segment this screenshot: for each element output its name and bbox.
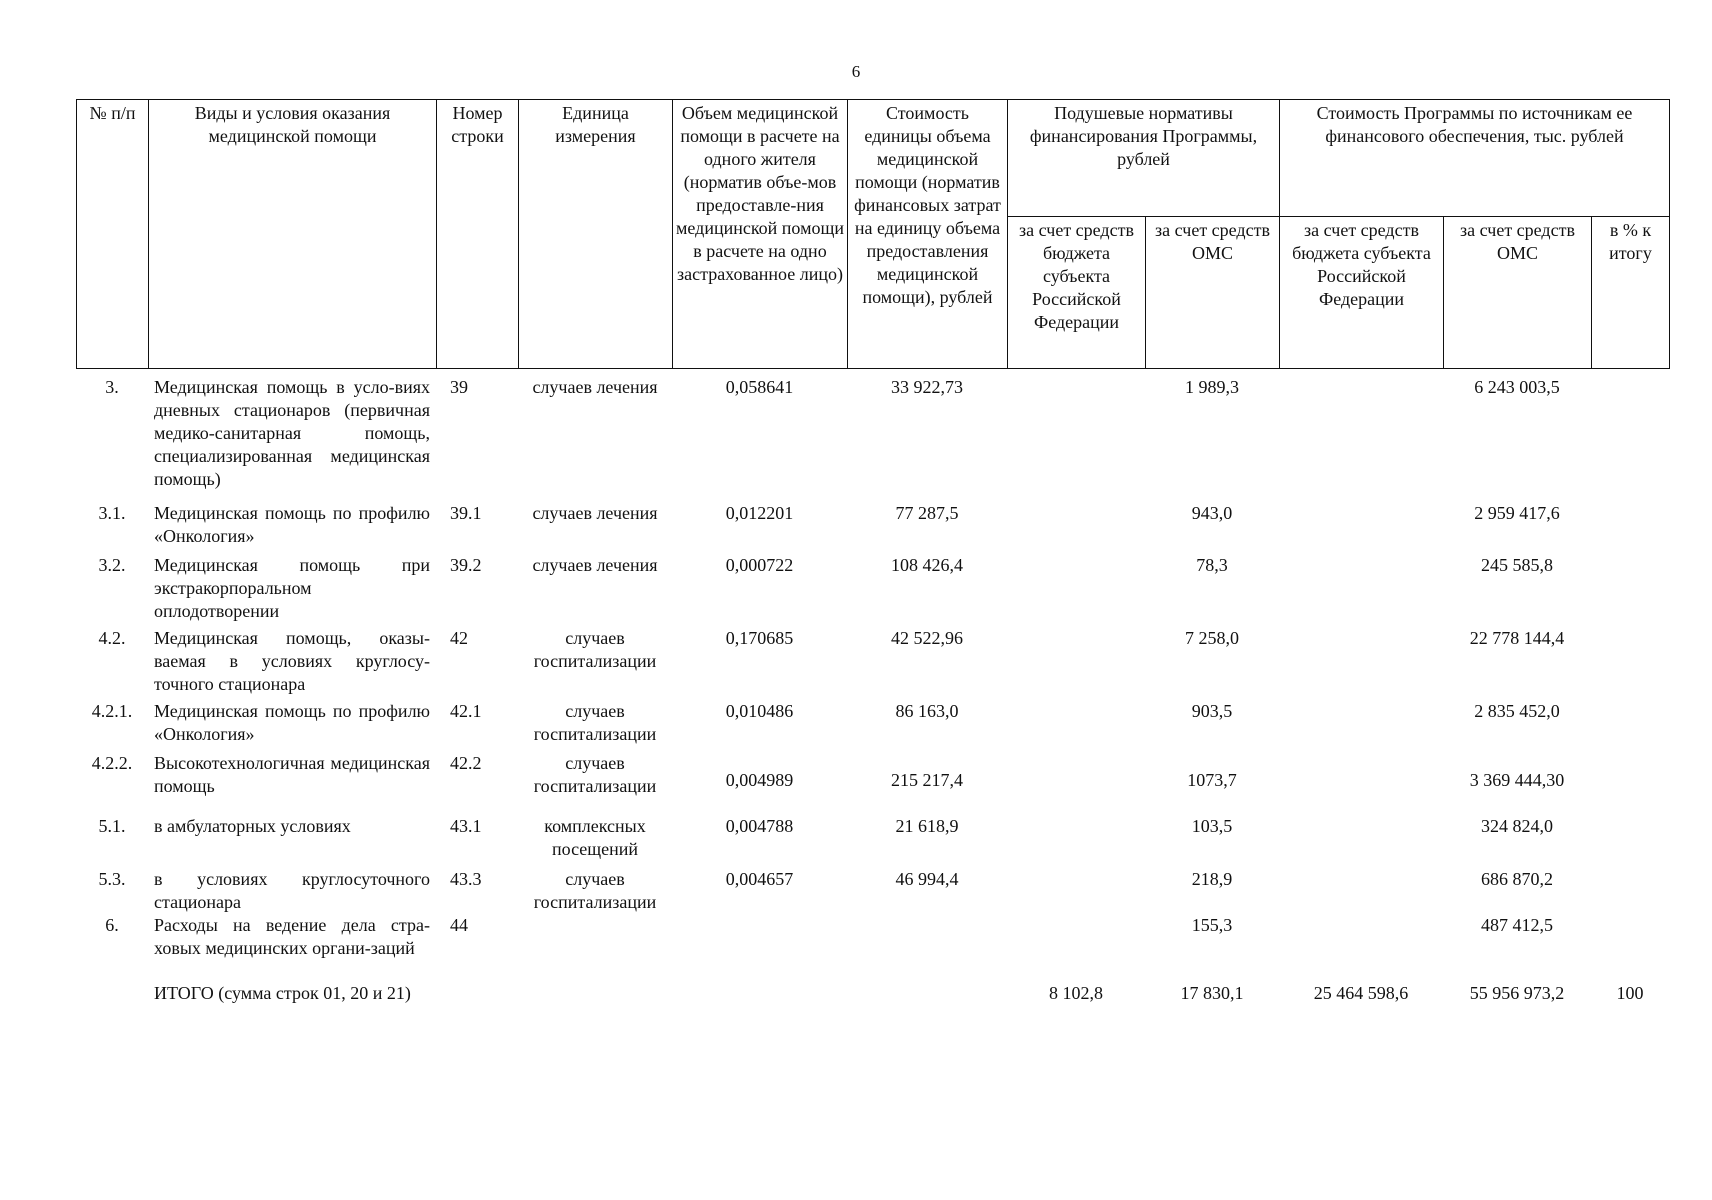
row-num bbox=[76, 982, 148, 1028]
row-pr-budget bbox=[1279, 700, 1443, 752]
row-pc-oms: 1073,7 bbox=[1187, 770, 1237, 790]
row-unit: случаев лечения bbox=[532, 555, 658, 575]
row-pr-budget bbox=[1279, 554, 1443, 627]
row-pc-oms: 17 830,1 bbox=[1180, 983, 1244, 1003]
row-line: 42.2 bbox=[450, 753, 482, 773]
row-line: 39.2 bbox=[450, 555, 482, 575]
row-pr-budget bbox=[1279, 502, 1443, 554]
row-pct: 100 bbox=[1616, 983, 1644, 1003]
row-line: 43.3 bbox=[450, 869, 482, 889]
row-name: Высокотехнологичная медицинская помощь bbox=[154, 753, 430, 796]
row-num: 4.2. bbox=[98, 628, 126, 648]
row-pr-budget bbox=[1279, 815, 1443, 868]
row-pr-oms: 6 243 003,5 bbox=[1474, 377, 1560, 397]
row-pr-oms: 22 778 144,4 bbox=[1469, 628, 1565, 648]
row-unit: случаев лечения bbox=[532, 503, 658, 523]
table-header bbox=[76, 99, 1670, 369]
row-pc-budget bbox=[1007, 752, 1145, 815]
row-line: 42 bbox=[450, 628, 468, 648]
row-num: 3. bbox=[105, 377, 119, 397]
header-program-group: Стоимость Программы по источникам ее финансового обеспечения, тыс. рублей bbox=[1280, 100, 1670, 217]
row-pc-budget bbox=[1007, 376, 1145, 502]
row-name: ИТОГО (сумма строк 01, 20 и 21) bbox=[154, 983, 411, 1003]
row-pr-budget bbox=[1279, 868, 1443, 914]
row-cost bbox=[847, 914, 1007, 982]
row-line: 39.1 bbox=[450, 503, 482, 523]
row-num: 4.2.1. bbox=[91, 701, 133, 721]
table-row bbox=[76, 815, 1669, 868]
row-num: 4.2.2. bbox=[91, 753, 133, 773]
header-pr-budget: за счет средств бюджета субъекта Российской Федерации bbox=[1280, 217, 1444, 369]
row-pr-oms: 686 870,2 bbox=[1481, 869, 1553, 889]
row-volume: 0,004788 bbox=[725, 816, 794, 836]
table-row bbox=[76, 982, 1669, 1028]
table-row bbox=[76, 752, 1669, 815]
table-row bbox=[76, 868, 1669, 914]
header-cost: Стоимость единицы объема медицинской помощи (норматив финансовых затрат на единицу объема предоставления медицинской помощи), рублей bbox=[848, 100, 1008, 369]
header-pc-budget: за счет средств бюджета субъекта Российской Федерации bbox=[1008, 217, 1146, 369]
row-pc-budget: 8 102,8 bbox=[1049, 983, 1103, 1003]
row-pr-budget: 25 464 598,6 bbox=[1313, 983, 1409, 1003]
row-name: в амбулаторных условиях bbox=[154, 816, 351, 836]
header-kind: Виды и условия оказания медицинской помощи bbox=[149, 100, 437, 369]
row-pr-oms: 245 585,8 bbox=[1481, 555, 1553, 575]
header-percapita-group: Подушевые нормативы финансирования Программы, рублей bbox=[1008, 100, 1280, 217]
row-name: Расходы на ведение дела стра-ховых медицинских органи-заций bbox=[154, 915, 430, 958]
table-row bbox=[76, 502, 1669, 554]
header-line: Номер строки bbox=[437, 100, 519, 369]
row-name: в условиях круглосуточного стационара bbox=[154, 869, 430, 912]
row-volume: 0,058641 bbox=[725, 377, 794, 397]
row-pct bbox=[1591, 815, 1669, 868]
row-pct bbox=[1591, 700, 1669, 752]
table-row bbox=[76, 376, 1669, 502]
row-num: 3.1. bbox=[98, 503, 126, 523]
table-row bbox=[76, 627, 1669, 700]
row-unit: случаев лечения bbox=[532, 377, 658, 397]
row-name: Медицинская помощь, оказы-ваемая в условиях круглосу-точного стационара bbox=[154, 628, 430, 694]
row-unit: случаев госпитализации bbox=[533, 701, 657, 744]
row-line: 42.1 bbox=[450, 701, 482, 721]
row-volume bbox=[672, 914, 847, 982]
row-pc-budget bbox=[1007, 502, 1145, 554]
row-cost: 46 994,4 bbox=[895, 869, 959, 889]
row-line bbox=[436, 982, 518, 1028]
row-pr-oms: 3 369 444,30 bbox=[1469, 770, 1565, 790]
table-row bbox=[76, 700, 1669, 752]
row-pc-budget bbox=[1007, 868, 1145, 914]
row-name: Медицинская помощь по профилю «Онкология» bbox=[154, 503, 430, 546]
row-pr-budget bbox=[1279, 376, 1443, 502]
row-pr-oms: 487 412,5 bbox=[1481, 915, 1553, 935]
row-pc-oms: 7 258,0 bbox=[1185, 628, 1239, 648]
row-unit: случаев госпитализации bbox=[533, 869, 657, 912]
row-cost: 42 522,96 bbox=[891, 628, 963, 648]
row-pc-oms: 103,5 bbox=[1191, 816, 1233, 836]
row-pc-oms: 1 989,3 bbox=[1185, 377, 1239, 397]
row-unit: комплексных посещений bbox=[544, 816, 646, 859]
row-volume: 0,004989 bbox=[725, 770, 794, 790]
row-pr-budget bbox=[1279, 752, 1443, 815]
row-pc-oms: 78,3 bbox=[1196, 555, 1228, 575]
row-name: Медицинская помощь при экстракорпоральном оплодотворении bbox=[154, 555, 430, 621]
row-pr-budget bbox=[1279, 627, 1443, 700]
row-pc-oms: 218,9 bbox=[1191, 869, 1233, 889]
row-unit: случаев госпитализации bbox=[533, 628, 657, 671]
row-num: 5.3. bbox=[98, 869, 126, 889]
row-unit bbox=[518, 914, 672, 982]
row-pct bbox=[1591, 914, 1669, 982]
row-volume: 0,010486 bbox=[725, 701, 794, 721]
row-pct bbox=[1591, 376, 1669, 502]
row-pr-budget bbox=[1279, 914, 1443, 982]
row-pc-oms: 155,3 bbox=[1191, 915, 1233, 935]
row-volume: 0,004657 bbox=[725, 869, 794, 889]
row-num: 6. bbox=[105, 915, 119, 935]
row-pct bbox=[1591, 502, 1669, 554]
row-unit: случаев госпитализации bbox=[533, 753, 657, 796]
row-pr-oms: 55 956 973,2 bbox=[1469, 983, 1565, 1003]
row-pr-oms: 324 824,0 bbox=[1481, 816, 1553, 836]
header-pr-oms: за счет средств ОМС bbox=[1444, 217, 1592, 369]
row-pct bbox=[1591, 627, 1669, 700]
row-pc-budget bbox=[1007, 815, 1145, 868]
row-name: Медицинская помощь по профилю «Онкология» bbox=[154, 701, 430, 744]
row-volume: 0,000722 bbox=[725, 555, 794, 575]
row-pct bbox=[1591, 752, 1669, 815]
header-num: № п/п bbox=[77, 100, 149, 369]
row-line: 39 bbox=[450, 377, 468, 397]
row-pct bbox=[1591, 554, 1669, 627]
row-cost: 86 163,0 bbox=[895, 701, 959, 721]
header-pr-pct: в % к итогу bbox=[1592, 217, 1670, 369]
row-line: 44 bbox=[450, 915, 468, 935]
page-number: 6 bbox=[851, 62, 861, 81]
header-pc-oms: за счет средств ОМС bbox=[1146, 217, 1280, 369]
row-volume: 0,012201 bbox=[725, 503, 794, 523]
row-num: 5.1. bbox=[98, 816, 126, 836]
header-unit: Единица измерения bbox=[519, 100, 673, 369]
row-pc-budget bbox=[1007, 700, 1145, 752]
row-unit bbox=[518, 982, 672, 1028]
row-num: 3.2. bbox=[98, 555, 126, 575]
row-volume bbox=[672, 982, 847, 1028]
row-name: Медицинская помощь в усло-виях дневных стационаров (первичная медико-санитарная помощь, специализированная медицинская помощь) bbox=[154, 377, 430, 489]
row-cost: 21 618,9 bbox=[895, 816, 959, 836]
table-body bbox=[76, 376, 1669, 1028]
row-pc-budget bbox=[1007, 914, 1145, 982]
header-volume: Объем медицинской помощи в расчете на одного жителя (норматив объе-мов предоставле-ния медицинской помощи в расчете на одно застрахованное лицо) bbox=[673, 100, 848, 369]
row-pct bbox=[1591, 868, 1669, 914]
row-pr-oms: 2 835 452,0 bbox=[1474, 701, 1560, 721]
row-pr-oms: 2 959 417,6 bbox=[1474, 503, 1560, 523]
row-pc-budget bbox=[1007, 554, 1145, 627]
row-pc-budget bbox=[1007, 627, 1145, 700]
row-cost: 77 287,5 bbox=[895, 503, 959, 523]
row-cost bbox=[847, 982, 1007, 1028]
table-row bbox=[76, 554, 1669, 627]
row-pc-oms: 943,0 bbox=[1191, 503, 1233, 523]
row-volume: 0,170685 bbox=[725, 628, 794, 648]
table-row bbox=[76, 914, 1669, 982]
row-line: 43.1 bbox=[450, 816, 482, 836]
row-pc-oms: 903,5 bbox=[1191, 701, 1233, 721]
row-cost: 108 426,4 bbox=[891, 555, 963, 575]
row-cost: 33 922,73 bbox=[891, 377, 963, 397]
row-cost: 215 217,4 bbox=[891, 770, 963, 790]
